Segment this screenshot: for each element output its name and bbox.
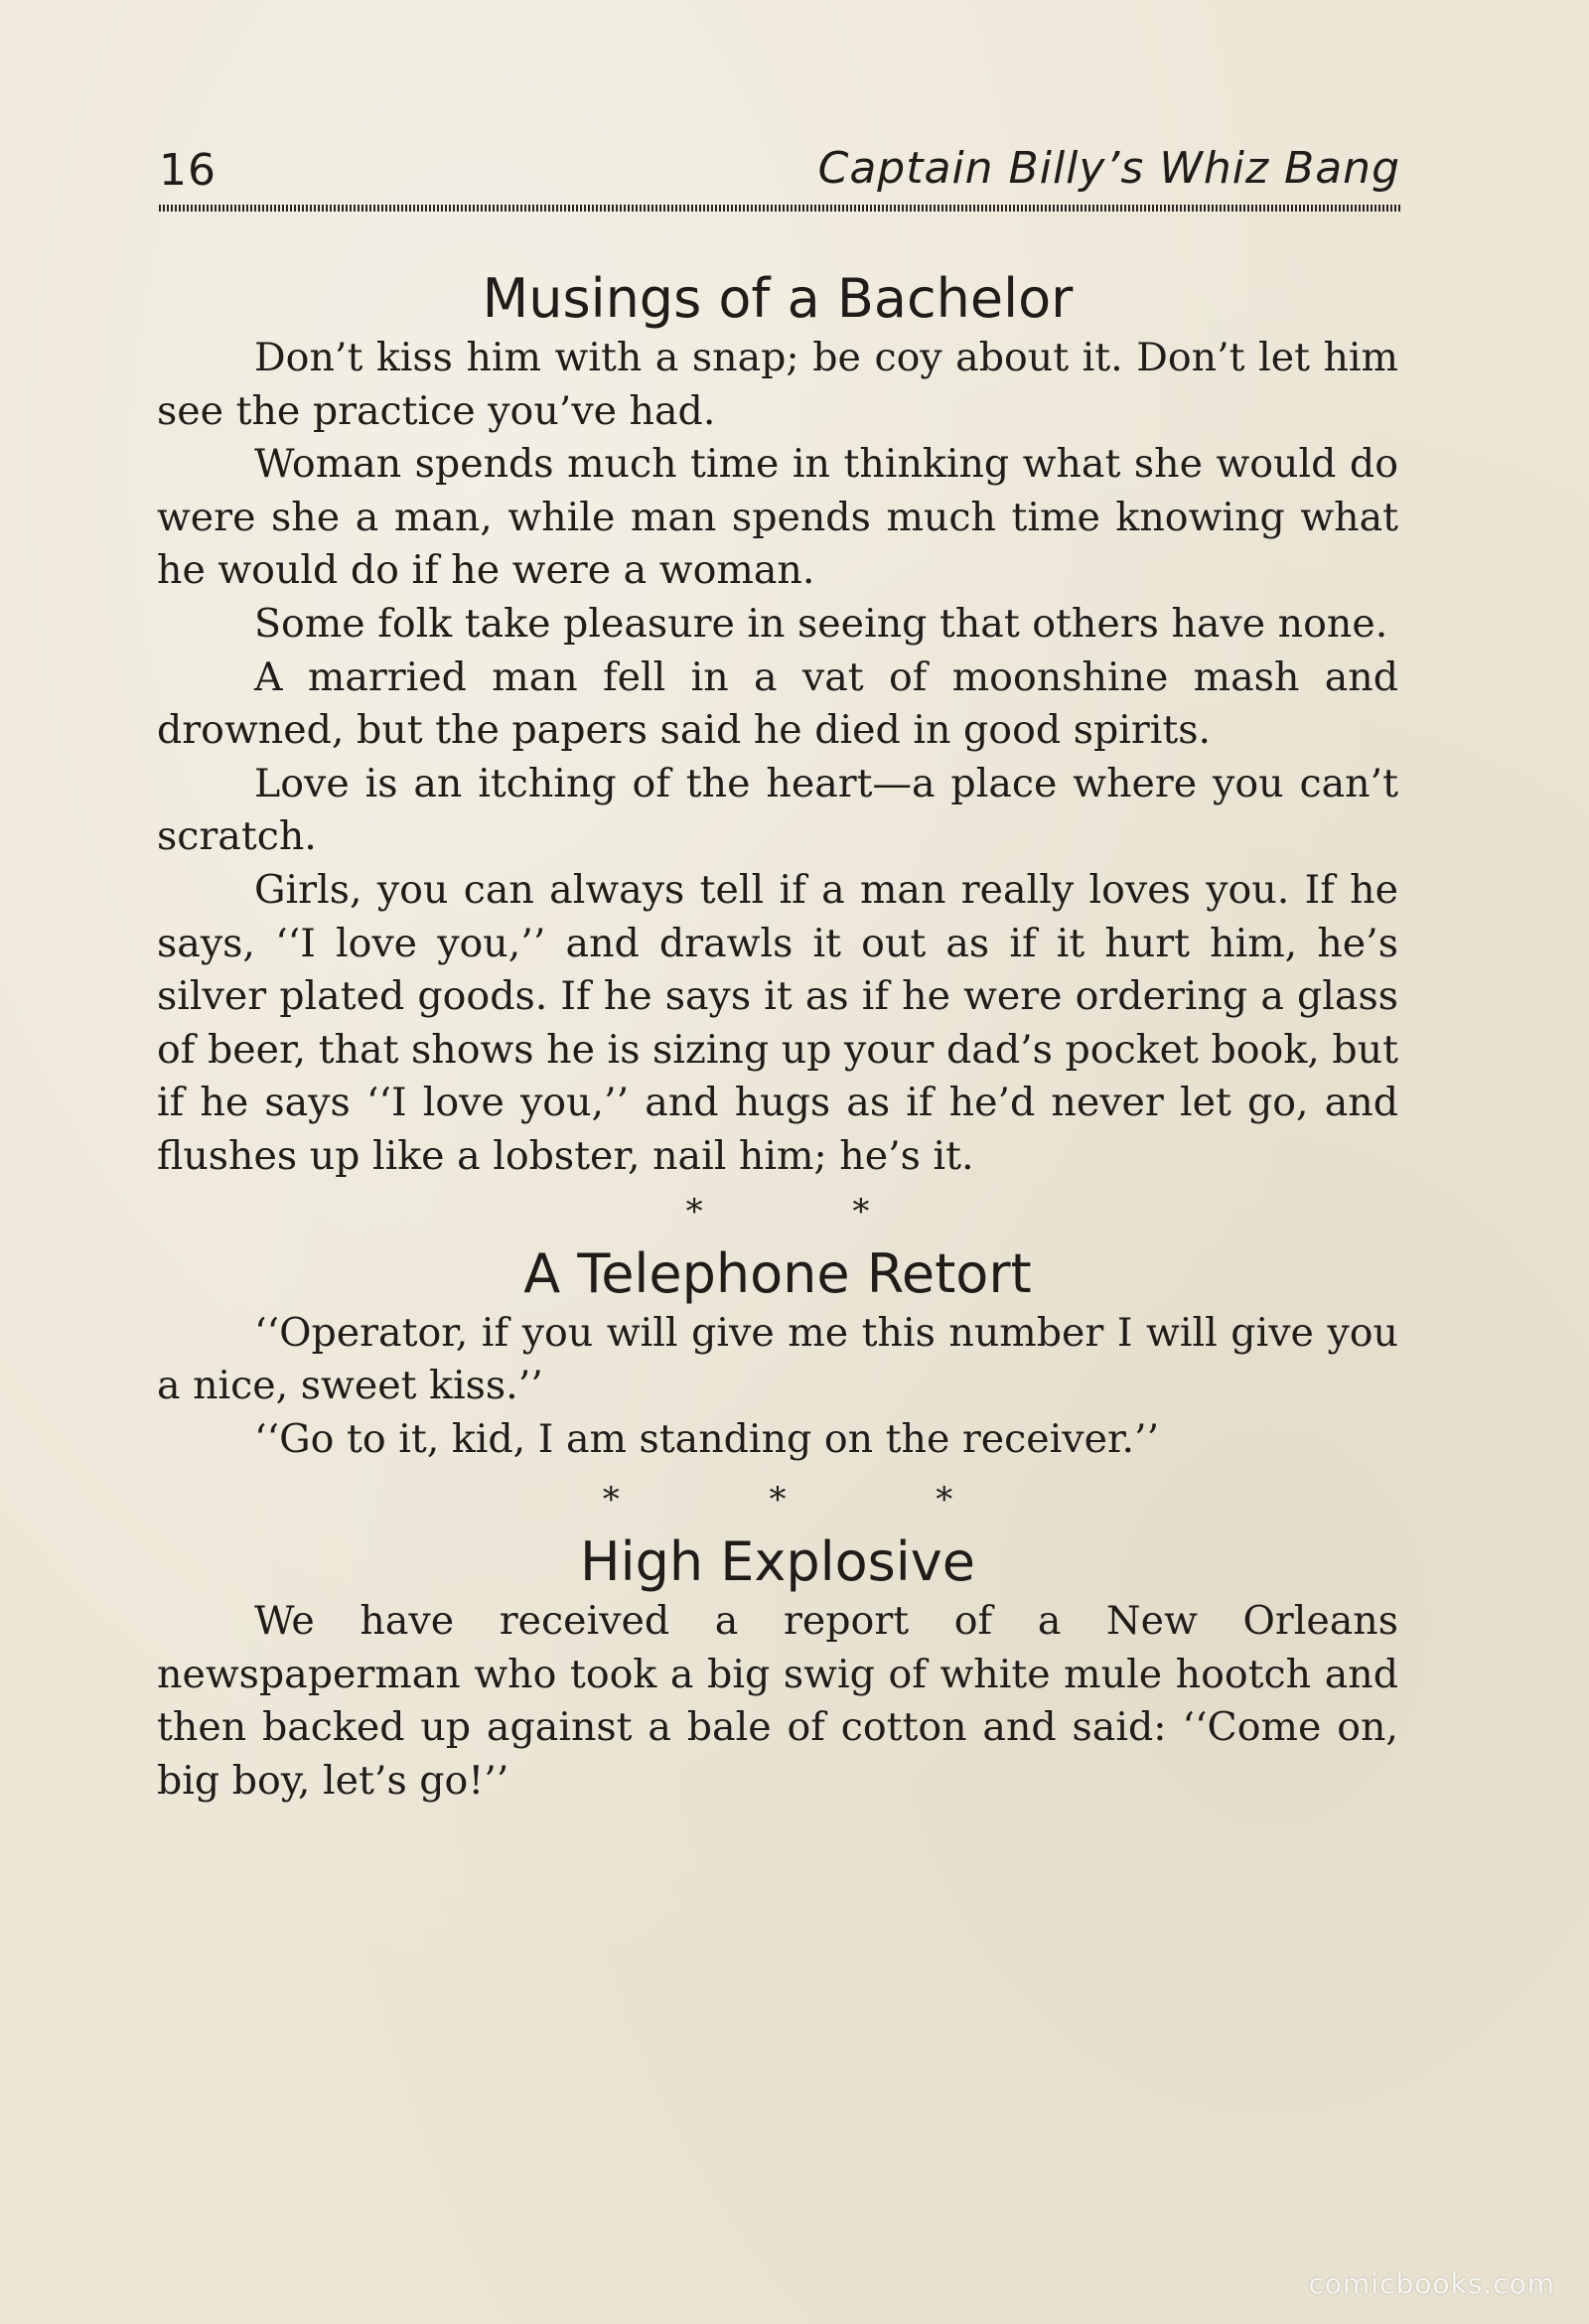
header-rule bbox=[159, 205, 1400, 212]
paragraph: Woman spends much time in thinking what she would do were she a man, while man spends much time knowing what he would do if he were a woman. bbox=[157, 441, 1398, 594]
paragraph: Some folk take pleasure in seeing that others have none. bbox=[254, 600, 1388, 647]
page-number: 16 bbox=[159, 145, 217, 196]
page-header bbox=[159, 139, 1400, 199]
paragraph: ‘‘Go to it, kid, I am standing on the receiver.’’ bbox=[254, 1415, 1160, 1462]
section-title: High Explosive bbox=[580, 1530, 975, 1594]
paragraph: Girls, you can always tell if a man really loves you. If he says, ‘‘I love you,’’ and drawls it out as if it hurt him, he’s silver plated goods. If he says it as if he were ordering a glass of beer, that shows he is sizing up your dad’s pocket book, but if he says ‘‘I love you,’’ and hugs as if he’d never let go, and flushes up like a lobster, nail him; he’s it. bbox=[157, 866, 1398, 1179]
paragraph: Don’t kiss him with a snap; be coy about it. Don’t let him see the practice you’ve had. bbox=[157, 335, 1398, 434]
watermark: comicbooks.com bbox=[1308, 2267, 1555, 2300]
paragraph: Love is an itching of the heart—a place where you can’t scratch. bbox=[157, 760, 1398, 860]
section-title: A Telephone Retort bbox=[523, 1241, 1032, 1305]
page-content bbox=[157, 266, 1398, 1809]
paragraph: ‘‘Operator, if you will give me this number I will give you a nice, sweet kiss.’’ bbox=[157, 1309, 1398, 1409]
section-title: Musings of a Bachelor bbox=[482, 267, 1074, 330]
paragraph: We have received a report of a New Orleans newspaperman who took a big swig of white mule hootch and then backed up against a bale of cotton and said: ‘‘Come on, big boy, let’s go!’’ bbox=[157, 1598, 1398, 1805]
running-title: Captain Billy’s Whiz Bang bbox=[817, 143, 1400, 194]
section-separator: * * * bbox=[602, 1480, 1023, 1521]
paragraph: A married man fell in a vat of moonshine mash and drowned, but the papers said he died in good spirits. bbox=[157, 654, 1398, 754]
section-separator: * * bbox=[685, 1191, 939, 1232]
